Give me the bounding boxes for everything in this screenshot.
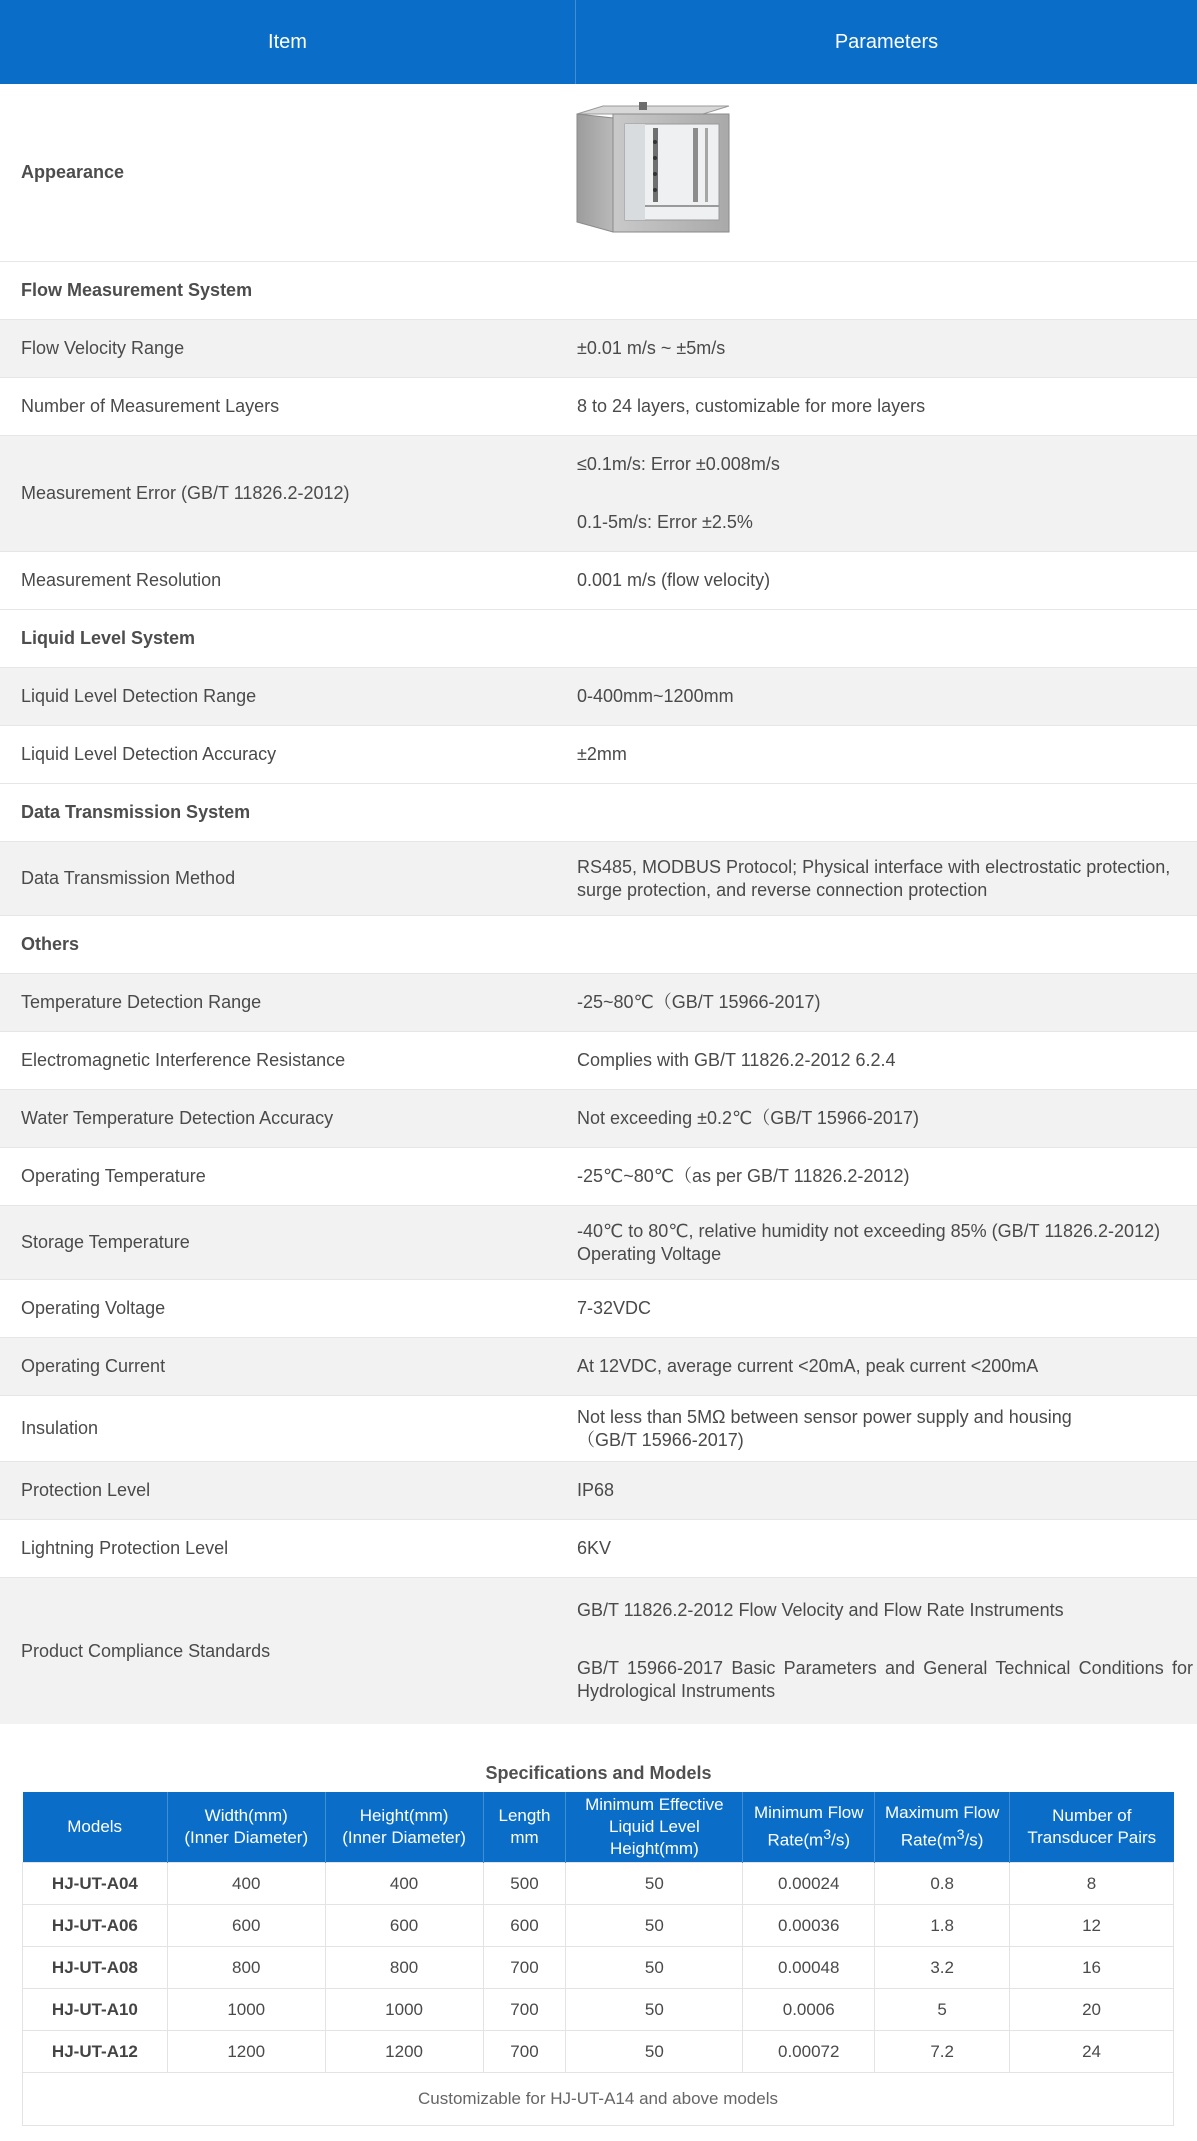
table-row bbox=[23, 2031, 1174, 2073]
table-cell: 3.2 bbox=[875, 1947, 1010, 1989]
col-pairs-line-1: Number of bbox=[1052, 1806, 1132, 1825]
row-value: IP68 bbox=[577, 1480, 615, 1500]
flowmeter-device-image bbox=[573, 102, 733, 237]
row-temperature-range bbox=[0, 974, 1197, 1032]
table-cell: 24 bbox=[1010, 2031, 1174, 2073]
row-value: -25~80℃（GB/T 15966-2017) bbox=[577, 992, 821, 1012]
table-cell: 1200 bbox=[325, 2031, 483, 2073]
section-others bbox=[0, 916, 1197, 974]
col-length-line-2: mm bbox=[510, 1828, 539, 1847]
row-label: Operating Voltage bbox=[21, 1298, 166, 1318]
table-cell: 5 bbox=[875, 1989, 1010, 2031]
col-max-flow-superscript: 3 bbox=[956, 1827, 965, 1844]
specs-table bbox=[22, 1792, 1174, 2126]
table-header bbox=[0, 0, 1197, 84]
col-length-line-1: Length bbox=[498, 1806, 551, 1825]
row-label: Operating Current bbox=[21, 1356, 166, 1376]
row-label: Product Compliance Standards bbox=[21, 1640, 271, 1661]
row-level-range bbox=[0, 668, 1197, 726]
section-title: Data Transmission System bbox=[21, 802, 251, 822]
table-cell: 0.00072 bbox=[743, 2031, 875, 2073]
table-cell: 700 bbox=[483, 1947, 566, 1989]
specs-title: Specifications and Models bbox=[485, 1763, 712, 1783]
row-value: ±0.01 m/s ~ ±5m/s bbox=[577, 338, 726, 358]
row-value bbox=[577, 1406, 1197, 1452]
row-value: At 12VDC, average current <20mA, peak current <200mA bbox=[577, 1356, 1039, 1376]
row-label: Storage Temperature bbox=[21, 1232, 190, 1252]
row-label: Water Temperature Detection Accuracy bbox=[21, 1108, 334, 1128]
row-value bbox=[577, 1599, 1197, 1703]
col-pairs-line-2: Transducer Pairs bbox=[1027, 1828, 1157, 1847]
error-low-range: ≤0.1m/s: Error ±0.008m/s bbox=[577, 454, 780, 474]
table-cell: 800 bbox=[167, 1947, 325, 1989]
row-value: 7-32VDC bbox=[577, 1298, 652, 1318]
table-cell: 8 bbox=[1010, 1863, 1174, 1905]
row-label: Insulation bbox=[21, 1418, 99, 1438]
row-operating-current bbox=[0, 1338, 1197, 1396]
table-cell: 0.00036 bbox=[743, 1905, 875, 1947]
row-value bbox=[577, 1220, 1197, 1266]
row-protection-level bbox=[0, 1462, 1197, 1520]
row-label: Flow Velocity Range bbox=[21, 338, 185, 358]
col-min-level-line-1: Minimum Effective bbox=[585, 1795, 724, 1814]
col-min-level-line-2: Liquid Level bbox=[608, 1817, 700, 1836]
row-value: Not exceeding ±0.2℃（GB/T 15966-2017) bbox=[577, 1108, 919, 1128]
compliance-standard-2: GB/T 15966-2017 Basic Parameters and General Technical Conditions for Hydrological Instruments bbox=[577, 1658, 1193, 1701]
row-label: Operating Temperature bbox=[21, 1166, 206, 1186]
table-cell: 0.0006 bbox=[743, 1989, 875, 2031]
section-title: Liquid Level System bbox=[21, 628, 196, 648]
table-cell: 0.00024 bbox=[743, 1863, 875, 1905]
row-label: Liquid Level Detection Accuracy bbox=[21, 744, 277, 764]
table-cell: 50 bbox=[566, 2031, 743, 2073]
row-value: 6KV bbox=[577, 1538, 612, 1558]
row-label: Measurement Error (GB/T 11826.2-2012) bbox=[21, 483, 350, 503]
table-cell: 600 bbox=[483, 1905, 566, 1947]
insulation-line-2: （GB/T 15966-2017) bbox=[577, 1429, 744, 1450]
col-height-line-2: (Inner Diameter) bbox=[342, 1828, 466, 1847]
row-label: Number of Measurement Layers bbox=[21, 396, 280, 416]
table-cell: 700 bbox=[483, 2031, 566, 2073]
col-width-line-2: (Inner Diameter) bbox=[184, 1828, 309, 1847]
section-data-transmission bbox=[0, 784, 1197, 842]
row-value: Complies with GB/T 11826.2-2012 6.2.4 bbox=[577, 1050, 896, 1070]
row-label: Liquid Level Detection Range bbox=[21, 686, 257, 706]
col-min-flow-line-2: Rate(m bbox=[767, 1830, 824, 1850]
table-cell: 0.8 bbox=[875, 1863, 1010, 1905]
table-cell: 1200 bbox=[167, 2031, 325, 2073]
col-height-line-1: Height(mm) bbox=[359, 1806, 449, 1825]
table-cell: 50 bbox=[566, 1947, 743, 1989]
model-cell: HJ-UT-A10 bbox=[23, 1989, 168, 2031]
col-length bbox=[483, 1792, 566, 1863]
model-cell: HJ-UT-A12 bbox=[23, 2031, 168, 2073]
row-label: Measurement Resolution bbox=[21, 570, 222, 590]
table-footer-row bbox=[23, 2073, 1174, 2126]
table-cell: 20 bbox=[1010, 1989, 1174, 2031]
model-cell: HJ-UT-A04 bbox=[23, 1863, 168, 1905]
header-item: Item bbox=[0, 0, 576, 84]
row-emi-resistance bbox=[0, 1032, 1197, 1090]
row-water-temperature-accuracy bbox=[0, 1090, 1197, 1148]
compliance-standard-1: GB/T 11826.2-2012 Flow Velocity and Flow Rate Instruments bbox=[577, 1600, 1064, 1620]
col-models bbox=[23, 1792, 168, 1863]
table-cell: 800 bbox=[325, 1947, 483, 1989]
col-min-level-height bbox=[566, 1792, 743, 1863]
section-title: Flow Measurement System bbox=[21, 280, 253, 300]
row-flow-velocity-range bbox=[0, 320, 1197, 378]
col-height bbox=[325, 1792, 483, 1863]
row-storage-temperature bbox=[0, 1206, 1197, 1280]
section-title: Others bbox=[21, 934, 80, 954]
table-cell: 600 bbox=[325, 1905, 483, 1947]
row-label: Protection Level bbox=[21, 1480, 151, 1500]
table-cell: 7.2 bbox=[875, 2031, 1010, 2073]
model-cell: HJ-UT-A06 bbox=[23, 1905, 168, 1947]
row-transmission-method bbox=[0, 842, 1197, 916]
table-cell: 600 bbox=[167, 1905, 325, 1947]
table-cell: 1000 bbox=[325, 1989, 483, 2031]
table-cell: 1000 bbox=[167, 1989, 325, 2031]
row-measurement-layers bbox=[0, 378, 1197, 436]
row-value bbox=[577, 453, 1197, 534]
col-min-flow-line-1: Minimum Flow bbox=[753, 1803, 864, 1823]
row-value: 8 to 24 layers, customizable for more layers bbox=[577, 396, 926, 416]
row-value: RS485, MODBUS Protocol; Physical interface with electrostatic protection, surge protection, and reverse connection protection bbox=[577, 856, 1171, 900]
table-cell: 0.00048 bbox=[743, 1947, 875, 1989]
appearance-label: Appearance bbox=[21, 162, 125, 182]
row-insulation bbox=[0, 1396, 1197, 1462]
table-cell: 700 bbox=[483, 1989, 566, 2031]
col-transducer-pairs bbox=[1010, 1792, 1174, 1863]
col-models-label: Models bbox=[67, 1817, 123, 1836]
storage-temp-line-1: -40℃ to 80℃, relative humidity not exceeding 85% (GB/T 11826.2-2012) bbox=[577, 1220, 1161, 1241]
col-max-flow-line-2: Rate(m bbox=[900, 1830, 957, 1850]
col-max-flow-line-1: Maximum Flow bbox=[884, 1803, 1000, 1823]
col-min-flow-line-3: /s) bbox=[831, 1830, 850, 1850]
section-flow-measurement bbox=[0, 262, 1197, 320]
table-cell: 50 bbox=[566, 1863, 743, 1905]
row-label: Data Transmission Method bbox=[21, 868, 236, 888]
table-row bbox=[23, 1863, 1174, 1905]
row-label: Electromagnetic Interference Resistance bbox=[21, 1050, 346, 1070]
storage-temp-line-2: Operating Voltage bbox=[577, 1243, 722, 1264]
appearance-row bbox=[0, 84, 1197, 262]
section-liquid-level bbox=[0, 610, 1197, 668]
model-cell: HJ-UT-A08 bbox=[23, 1947, 168, 1989]
table-row bbox=[23, 1947, 1174, 1989]
specs-header-row bbox=[23, 1792, 1174, 1863]
row-level-accuracy bbox=[0, 726, 1197, 784]
table-row bbox=[23, 1905, 1174, 1947]
appearance-image bbox=[577, 102, 1197, 243]
error-high-range: 0.1-5m/s: Error ±2.5% bbox=[577, 512, 753, 532]
row-label: Temperature Detection Range bbox=[21, 992, 262, 1012]
col-width bbox=[167, 1792, 325, 1863]
col-min-flow-superscript: 3 bbox=[823, 1827, 832, 1844]
table-cell: 50 bbox=[566, 1989, 743, 2031]
table-row bbox=[23, 1989, 1174, 2031]
table-cell: 500 bbox=[483, 1863, 566, 1905]
row-operating-temperature bbox=[0, 1148, 1197, 1206]
row-value: -25℃~80℃（as per GB/T 11826.2-2012) bbox=[577, 1166, 910, 1186]
row-value: 0-400mm~1200mm bbox=[577, 686, 734, 706]
insulation-line-1: Not less than 5MΩ between sensor power supply and housing bbox=[577, 1406, 1072, 1427]
table-cell: 16 bbox=[1010, 1947, 1174, 1989]
col-max-flow-line-3: /s) bbox=[964, 1830, 984, 1850]
table-cell: 12 bbox=[1010, 1905, 1174, 1947]
col-width-line-1: Width(mm) bbox=[204, 1806, 288, 1825]
row-label: Lightning Protection Level bbox=[21, 1538, 229, 1558]
table-cell: 400 bbox=[325, 1863, 483, 1905]
table-cell: 50 bbox=[566, 1905, 743, 1947]
table-cell: 1.8 bbox=[875, 1905, 1010, 1947]
row-measurement-error bbox=[0, 436, 1197, 552]
row-lightning-protection bbox=[0, 1520, 1197, 1578]
row-compliance-standards bbox=[0, 1578, 1197, 1724]
row-operating-voltage bbox=[0, 1280, 1197, 1338]
row-value: 0.001 m/s (flow velocity) bbox=[577, 570, 771, 590]
col-min-level-line-3: Height(mm) bbox=[609, 1839, 699, 1858]
customization-note: Customizable for HJ-UT-A14 and above models bbox=[23, 2073, 1174, 2126]
col-max-flow-rate bbox=[875, 1792, 1010, 1863]
header-parameters: Parameters bbox=[834, 30, 939, 53]
row-value: ±2mm bbox=[577, 744, 627, 764]
table-cell: 400 bbox=[167, 1863, 325, 1905]
row-measurement-resolution bbox=[0, 552, 1197, 610]
col-min-flow-rate bbox=[743, 1792, 875, 1863]
